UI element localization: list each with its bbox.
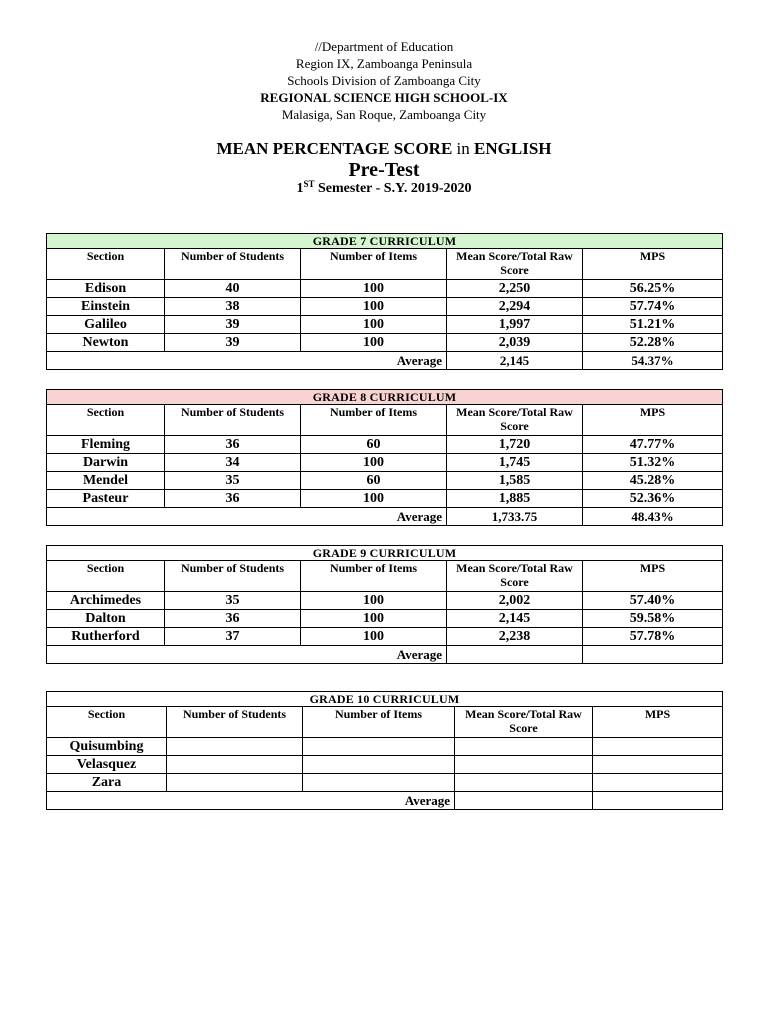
- cell-mean: 1,745: [447, 454, 583, 472]
- cell-mean: 1,585: [447, 472, 583, 490]
- cell-items: 100: [301, 490, 447, 508]
- cell-items: 100: [301, 316, 447, 334]
- cell-mps: 45.28%: [583, 472, 723, 490]
- cell-mean: [455, 756, 593, 774]
- cell-students: 39: [165, 316, 301, 334]
- cell-mps: [593, 738, 723, 756]
- average-mps: 48.43%: [583, 508, 723, 526]
- semester-number: 1: [296, 181, 304, 196]
- cell-section: Velasquez: [47, 756, 167, 774]
- report-subtitle: Pre-Test: [348, 159, 420, 181]
- cell-items: [303, 738, 455, 756]
- cell-section: Darwin: [47, 454, 165, 472]
- cell-mps: 52.28%: [583, 334, 723, 352]
- col-items: Number of Items: [301, 249, 447, 280]
- cell-section: Galileo: [47, 316, 165, 334]
- table-row: [47, 436, 723, 454]
- cell-mps: 51.21%: [583, 316, 723, 334]
- cell-section: Edison: [47, 280, 165, 298]
- table-row: [47, 490, 723, 508]
- semester-text: Semester - S.Y. 2019-2020: [317, 181, 472, 196]
- cell-students: 38: [165, 298, 301, 316]
- report-title: [0, 139, 768, 159]
- grade-9-table: [46, 545, 723, 664]
- cell-mean: 2,238: [447, 628, 583, 646]
- header-address: Malasiga, San Roque, Zamboanga City: [281, 107, 487, 122]
- cell-mps: 47.77%: [583, 436, 723, 454]
- col-mean: Mean Score/Total Raw Score: [447, 561, 583, 592]
- header-division: Schools Division of Zamboanga City: [287, 73, 481, 88]
- average-row: [47, 508, 723, 526]
- cell-students: 34: [165, 454, 301, 472]
- table-row: [47, 334, 723, 352]
- cell-mean: 2,039: [447, 334, 583, 352]
- cell-mean: 2,145: [447, 610, 583, 628]
- cell-section: Zara: [47, 774, 167, 792]
- cell-mean: 1,720: [447, 436, 583, 454]
- cell-items: 100: [301, 592, 447, 610]
- col-mean: Mean Score/Total Raw Score: [447, 405, 583, 436]
- cell-items: 100: [301, 454, 447, 472]
- col-mean: Mean Score/Total Raw Score: [455, 707, 593, 738]
- table-row: [47, 316, 723, 334]
- col-mps: MPS: [583, 249, 723, 280]
- cell-students: 37: [165, 628, 301, 646]
- title-part1: MEAN PERCENTAGE SCORE: [216, 139, 453, 158]
- cell-mean: [455, 774, 593, 792]
- cell-section: Archimedes: [47, 592, 165, 610]
- grade-7-title: GRADE 7 CURRICULUM: [47, 234, 723, 249]
- cell-students: 35: [165, 472, 301, 490]
- cell-items: 60: [301, 472, 447, 490]
- cell-items: 100: [301, 298, 447, 316]
- col-section: Section: [47, 707, 167, 738]
- table-row: [47, 454, 723, 472]
- semester-suffix: ST: [303, 179, 315, 189]
- cell-mps: [593, 774, 723, 792]
- cell-students: 36: [165, 610, 301, 628]
- cell-students: 36: [165, 436, 301, 454]
- average-label: Average: [47, 352, 447, 370]
- col-students: Number of Students: [165, 405, 301, 436]
- table-row: [47, 628, 723, 646]
- header-region: Region IX, Zamboanga Peninsula: [295, 56, 473, 71]
- cell-students: 35: [165, 592, 301, 610]
- average-mps: [583, 646, 723, 664]
- cell-mean: 2,294: [447, 298, 583, 316]
- cell-mean: 2,250: [447, 280, 583, 298]
- average-label: Average: [47, 646, 447, 664]
- cell-students: [167, 738, 303, 756]
- col-section: Section: [47, 561, 165, 592]
- cell-items: 100: [301, 628, 447, 646]
- average-row: [47, 792, 723, 810]
- average-row: [47, 646, 723, 664]
- col-students: Number of Students: [165, 249, 301, 280]
- header-school: REGIONAL SCIENCE HIGH SCHOOL-IX: [260, 90, 508, 105]
- average-label: Average: [47, 508, 447, 526]
- cell-mean: 1,997: [447, 316, 583, 334]
- table-row: [47, 280, 723, 298]
- col-items: Number of Items: [303, 707, 455, 738]
- col-section: Section: [47, 249, 165, 280]
- table-row: [47, 610, 723, 628]
- cell-section: Newton: [47, 334, 165, 352]
- col-mean: Mean Score/Total Raw Score: [447, 249, 583, 280]
- average-row: [47, 352, 723, 370]
- grade-10-table: [46, 691, 723, 810]
- cell-mean: 2,002: [447, 592, 583, 610]
- cell-section: Pasteur: [47, 490, 165, 508]
- average-mean: 2,145: [447, 352, 583, 370]
- cell-mps: 57.74%: [583, 298, 723, 316]
- cell-items: 100: [301, 280, 447, 298]
- cell-items: [303, 756, 455, 774]
- grade-10-title: GRADE 10 CURRICULUM: [47, 692, 723, 707]
- cell-mps: 51.32%: [583, 454, 723, 472]
- grade-7-table: [46, 233, 723, 370]
- cell-students: [167, 774, 303, 792]
- cell-mps: [593, 756, 723, 774]
- cell-students: [167, 756, 303, 774]
- document-header: [0, 38, 768, 123]
- average-mean: [447, 646, 583, 664]
- col-section: Section: [47, 405, 165, 436]
- header-department: //Department of Education: [314, 39, 454, 54]
- cell-items: 60: [301, 436, 447, 454]
- cell-mps: 57.78%: [583, 628, 723, 646]
- cell-students: 40: [165, 280, 301, 298]
- cell-section: Quisumbing: [47, 738, 167, 756]
- cell-section: Einstein: [47, 298, 165, 316]
- table-row: [47, 472, 723, 490]
- average-mean: 1,733.75: [447, 508, 583, 526]
- grade-8-title: GRADE 8 CURRICULUM: [47, 390, 723, 405]
- cell-section: Rutherford: [47, 628, 165, 646]
- cell-mean: [455, 738, 593, 756]
- grade-9-title: GRADE 9 CURRICULUM: [47, 546, 723, 561]
- average-mps: 54.37%: [583, 352, 723, 370]
- table-row: [47, 774, 723, 792]
- col-students: Number of Students: [167, 707, 303, 738]
- col-items: Number of Items: [301, 405, 447, 436]
- col-students: Number of Students: [165, 561, 301, 592]
- title-part3: ENGLISH: [474, 139, 552, 158]
- col-mps: MPS: [593, 707, 723, 738]
- cell-items: [303, 774, 455, 792]
- cell-students: 36: [165, 490, 301, 508]
- average-mps: [593, 792, 723, 810]
- col-mps: MPS: [583, 561, 723, 592]
- cell-items: 100: [301, 610, 447, 628]
- cell-mps: 57.40%: [583, 592, 723, 610]
- table-row: [47, 592, 723, 610]
- cell-section: Fleming: [47, 436, 165, 454]
- average-mean: [455, 792, 593, 810]
- table-row: [47, 298, 723, 316]
- col-items: Number of Items: [301, 561, 447, 592]
- col-mps: MPS: [583, 405, 723, 436]
- semester-line: [0, 181, 768, 197]
- cell-mps: 56.25%: [583, 280, 723, 298]
- table-row: [47, 738, 723, 756]
- grade-8-table: [46, 389, 723, 526]
- average-label: Average: [47, 792, 455, 810]
- cell-section: Dalton: [47, 610, 165, 628]
- cell-mps: 52.36%: [583, 490, 723, 508]
- cell-mps: 59.58%: [583, 610, 723, 628]
- cell-section: Mendel: [47, 472, 165, 490]
- title-part2: in: [456, 139, 470, 158]
- cell-students: 39: [165, 334, 301, 352]
- cell-mean: 1,885: [447, 490, 583, 508]
- table-row: [47, 756, 723, 774]
- cell-items: 100: [301, 334, 447, 352]
